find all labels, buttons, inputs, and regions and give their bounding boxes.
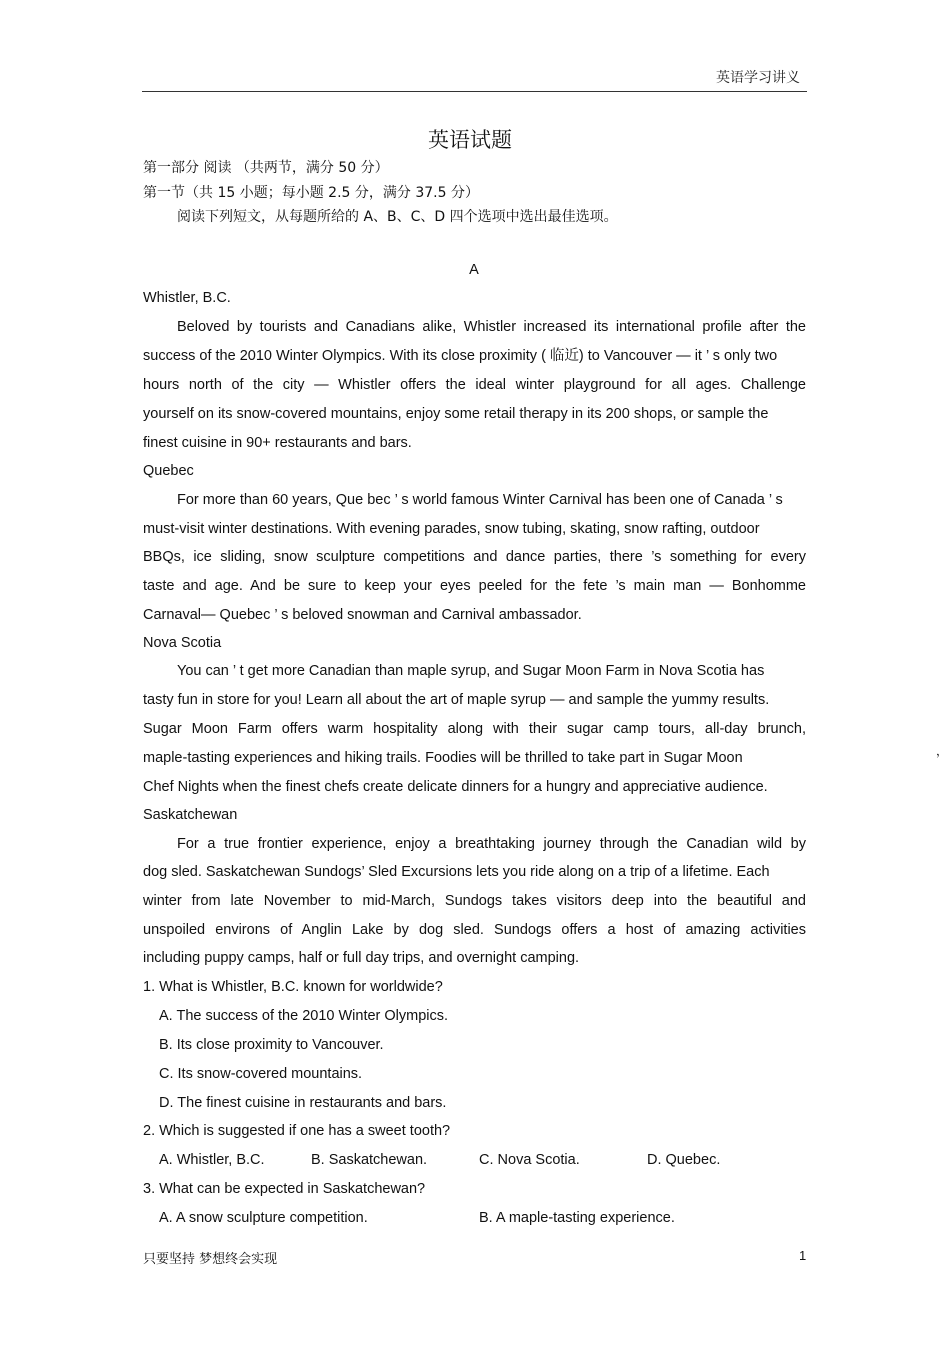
stray-mark: ， (936, 744, 949, 758)
passage-line: Carnaval— Quebec ’ s beloved snowman and Carnival ambassador. (143, 607, 582, 623)
question-option: C. Its snow-covered mountains. (159, 1066, 363, 1082)
intro-instructions: 阅读下列短文，从每题所给的 A、B、C、D 四个选项中选出最佳选项。 (177, 209, 618, 225)
question-stem-1: 1. What is Whistler, B.C. known for worldwide? (143, 979, 443, 995)
passage-line: For more than 60 years, Que bec ’ s world famous Winter Carnival has been one of Canada ’ s (177, 492, 783, 508)
question-option: A. A snow sculpture competition. (159, 1210, 368, 1226)
header-title: 英语学习讲义 (716, 70, 800, 86)
passage-line: must-visit winter destinations. With evening parades, snow tubing, skating, snow rafting, outdoor (143, 521, 760, 537)
passage-line: Chef Nights when the finest chefs create delicate dinners for a hungry and appreciative audience. (143, 779, 768, 795)
question-option: A. The success of the 2010 Winter Olympics. (159, 1008, 449, 1024)
section-label: A (469, 262, 479, 278)
passage-line: including puppy camps, half or full day trips, and overnight camping. (143, 950, 580, 966)
question-option: B. Saskatchewan. (311, 1152, 428, 1168)
passage-heading-saskatchewan: Saskatchewan (143, 807, 238, 823)
passage-line: winter from late November to mid-March, Sundogs takes visitors deep into the beautiful and (143, 893, 806, 909)
passage-line: unspoiled environs of Anglin Lake by dog sled. Sundogs offers a host of amazing activities (143, 922, 806, 938)
passage-heading-whistler: Whistler, B.C. (143, 290, 231, 306)
header-rule (142, 91, 807, 92)
passage-line: dog sled. Saskatchewan Sundogs’ Sled Excursions lets you ride along on a trip of a lifetime. Each (143, 864, 770, 880)
passage-line: finest cuisine in 90+ restaurants and bars. (143, 435, 412, 451)
question-stem-3: 3. What can be expected in Saskatchewan? (143, 1181, 426, 1197)
question-option: C. Nova Scotia. (479, 1152, 580, 1168)
passage-heading-nova-scotia: Nova Scotia (143, 635, 222, 651)
passage-heading-quebec: Quebec (143, 463, 194, 479)
passage-line: success of the 2010 Winter Olympics. With its close proximity ( 临近) to Vancouver — it ’ s only two (143, 348, 778, 364)
question-option: A. Whistler, B.C. (159, 1152, 265, 1168)
passage-line: For a true frontier experience, enjoy a breathtaking journey through the Canadian wild by (177, 836, 806, 852)
page-number: 1 (799, 1248, 807, 1263)
question-option: D. Quebec. (647, 1152, 721, 1168)
question-option: B. A maple-tasting experience. (479, 1210, 675, 1226)
question-stem-2: 2. Which is suggested if one has a sweet tooth? (143, 1123, 451, 1139)
page-title: 英语试题 (428, 128, 512, 152)
question-option: D. The finest cuisine in restaurants and bars. (159, 1095, 447, 1111)
question-option: B. Its close proximity to Vancouver. (159, 1037, 384, 1053)
passage-line: taste and age. And be sure to keep your eyes peeled for the fete ’s main man — Bonhomme (143, 578, 806, 594)
passage-line: yourself on its snow-covered mountains, enjoy some retail therapy in its 200 shops, or sample the (143, 406, 769, 422)
intro-part: 第一部分 阅读 （共两节，满分 50 分） (143, 160, 389, 176)
passage-line: hours north of the city — Whistler offers the ideal winter playground for all ages. Challenge (143, 377, 806, 393)
passage-line: tasty fun in store for you! Learn all about the art of maple syrup — and sample the yummy results. (143, 692, 770, 708)
passage-line: Beloved by tourists and Canadians alike, Whistler increased its international profile after the (177, 319, 806, 335)
footer-motto: 只要坚持 梦想终会实现 (143, 1252, 278, 1267)
passage-line: You can ’ t get more Canadian than maple syrup, and Sugar Moon Farm in Nova Scotia has (177, 663, 765, 679)
passage-line: Sugar Moon Farm offers warm hospitality along with their sugar camp tours, all-day brunch, (143, 721, 806, 737)
passage-line: BBQs, ice sliding, snow sculpture competitions and dance parties, there ’s something for every (143, 549, 806, 565)
passage-line: maple-tasting experiences and hiking trails. Foodies will be thrilled to take part in Sugar Moon (143, 750, 743, 766)
intro-section: 第一节（共 15 小题；每小题 2.5 分，满分 37.5 分） (143, 185, 479, 201)
